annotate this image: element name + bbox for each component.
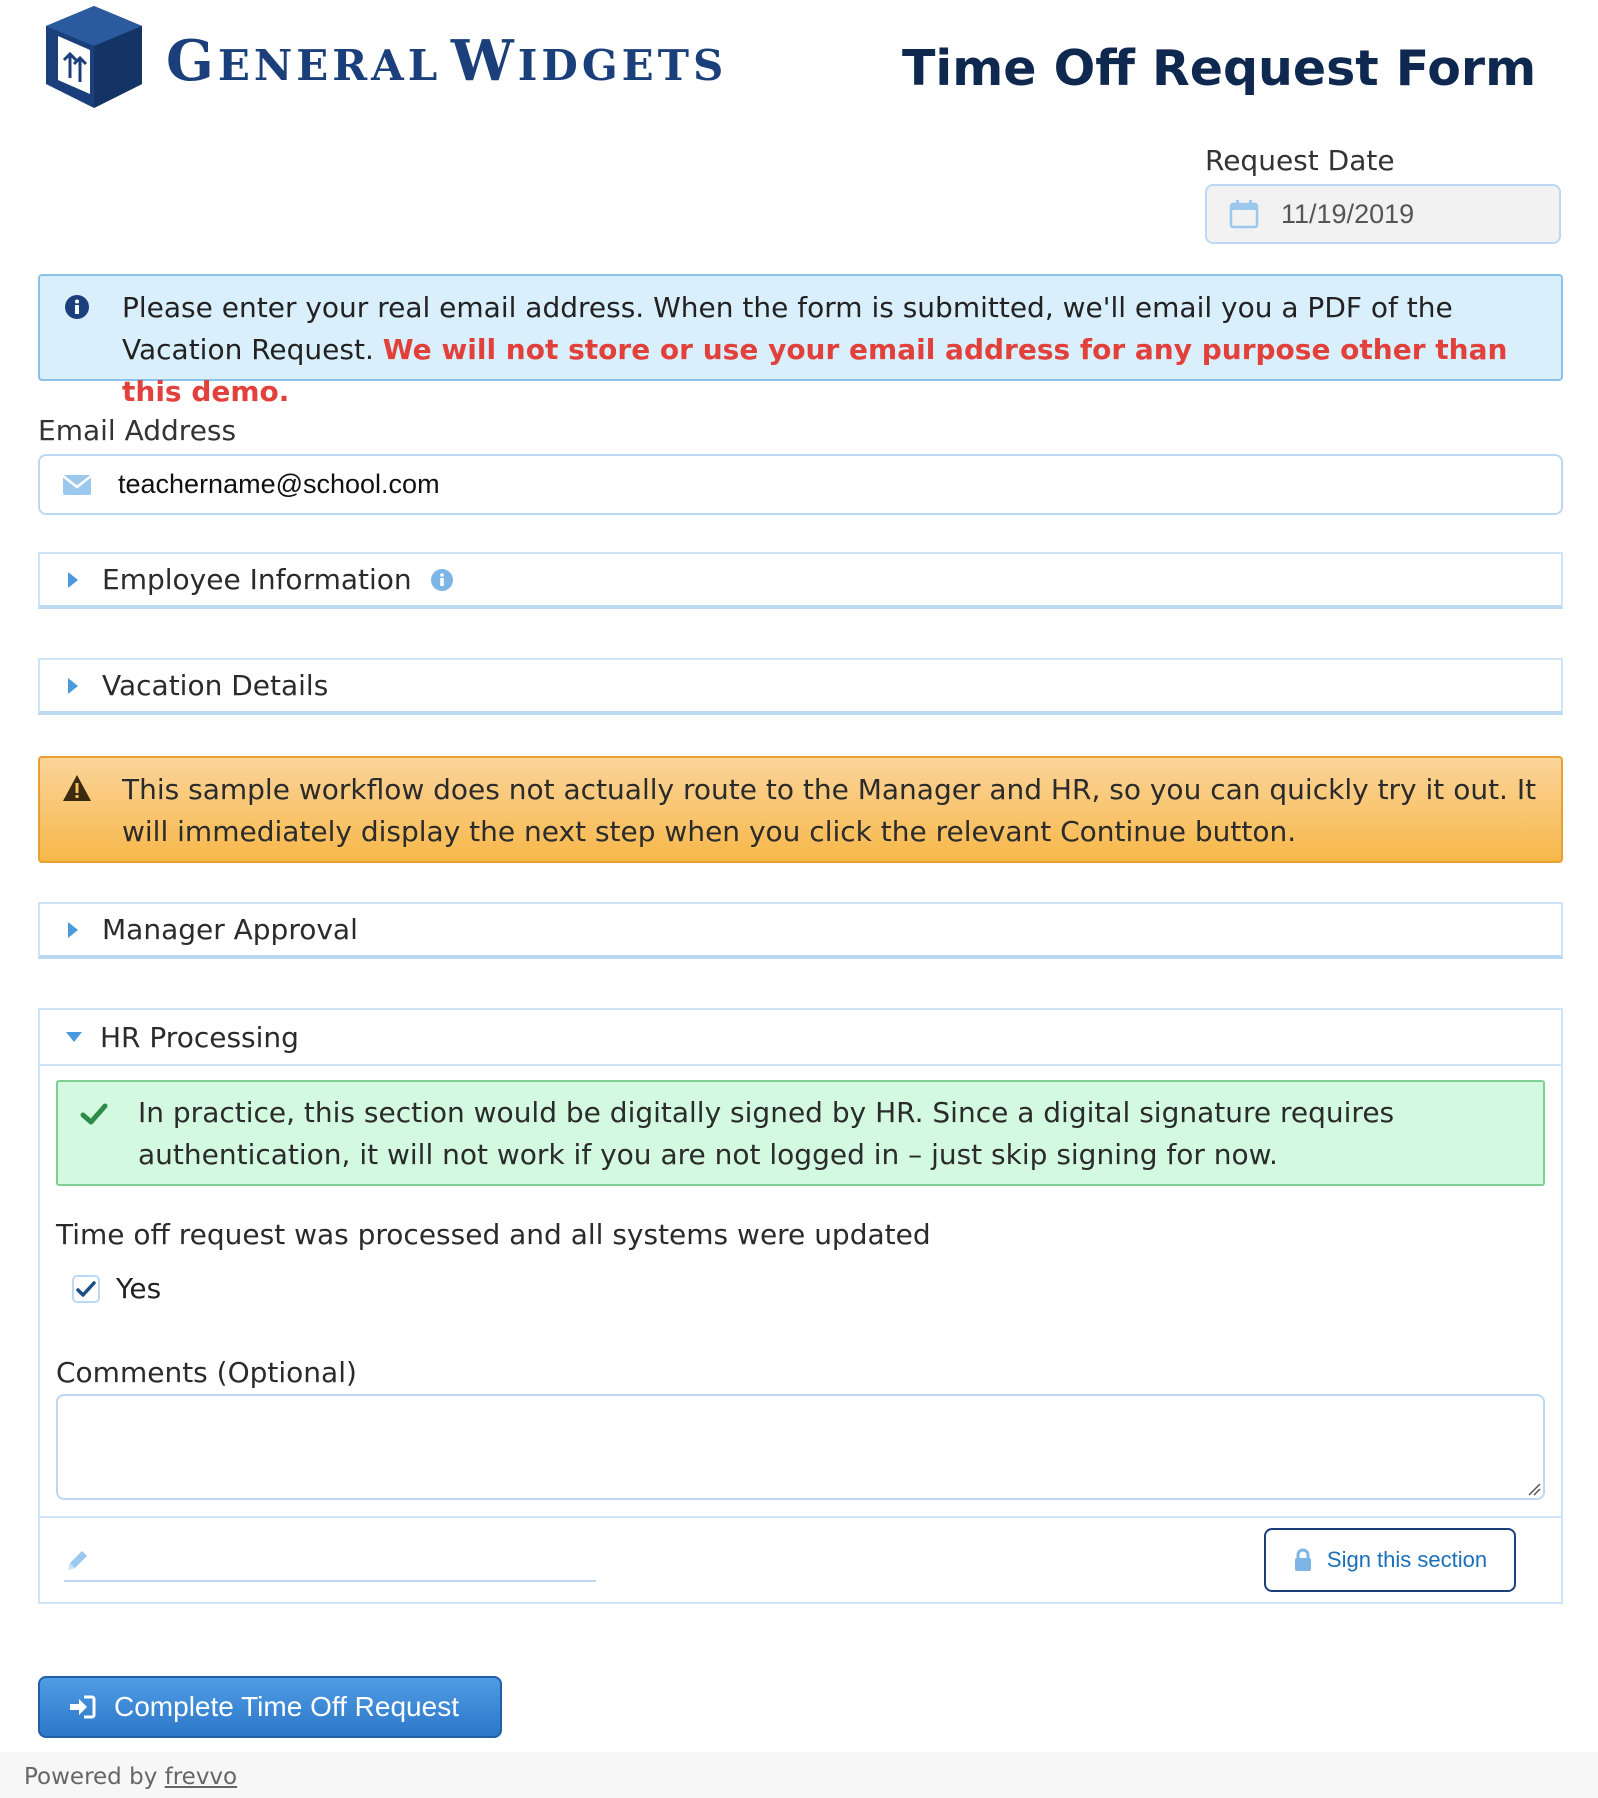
section-employee-information-label: Employee Information — [102, 563, 412, 596]
chevron-right-icon — [66, 676, 80, 696]
signature-line — [64, 1580, 596, 1582]
page-title: Time Off Request Form — [902, 40, 1537, 97]
calendar-icon — [1229, 199, 1259, 229]
lock-icon — [1293, 1548, 1313, 1572]
box-logo-icon — [38, 2, 150, 112]
section-employee-information[interactable] — [38, 552, 1563, 609]
powered-by-text: Powered by — [24, 1764, 165, 1790]
section-manager-approval[interactable] — [38, 902, 1563, 959]
processed-yes-checkbox[interactable] — [72, 1275, 100, 1303]
brand-second-cap: W — [450, 28, 518, 94]
section-vacation-details[interactable] — [38, 658, 1563, 715]
email-field[interactable] — [38, 454, 1563, 515]
request-date-label: Request Date — [1205, 144, 1395, 177]
chevron-down-icon — [64, 1030, 84, 1044]
info-alert-message: Please enter your real email address. When the form is submitted, we'll email you a PDF of the Vacation Request. — [122, 291, 1453, 366]
frevvo-link[interactable]: frevvo — [164, 1764, 238, 1790]
complete-request-button[interactable] — [38, 1676, 502, 1738]
info-alert — [38, 274, 1563, 408]
request-date-field[interactable] — [1205, 184, 1561, 244]
warning-alert — [38, 756, 1563, 863]
section-manager-approval-label: Manager Approval — [102, 913, 358, 946]
chevron-right-icon — [66, 570, 80, 590]
processed-yes-option[interactable] — [72, 1272, 161, 1305]
brand-name — [166, 28, 727, 94]
pencil-icon — [64, 1548, 90, 1574]
checkmark-icon — [80, 1102, 108, 1126]
email-label: Email Address — [38, 414, 237, 447]
success-alert — [56, 1080, 1545, 1186]
complete-request-label: Complete Time Off Request — [114, 1691, 459, 1722]
email-value: teachername@school.com — [118, 469, 440, 499]
chevron-right-icon — [66, 920, 80, 940]
sign-section-button[interactable] — [1264, 1528, 1516, 1592]
powered-by — [24, 1764, 237, 1790]
section-vacation-details-label: Vacation Details — [102, 669, 329, 702]
sign-in-icon — [68, 1694, 96, 1720]
section-hr-processing-label: HR Processing — [100, 1020, 299, 1054]
checkmark-icon — [76, 1280, 96, 1298]
brand-first-rest: ENERAL — [217, 41, 442, 90]
brand-first-cap: G — [166, 28, 218, 94]
resize-grip-icon[interactable] — [1527, 1482, 1541, 1496]
section-hr-processing-header[interactable] — [40, 1010, 1561, 1066]
processed-yes-label: Yes — [116, 1272, 162, 1305]
info-alert-text — [122, 287, 1542, 413]
brand-second-rest: IDGETS — [517, 41, 728, 90]
warning-triangle-icon — [62, 774, 92, 802]
footer — [0, 1752, 1598, 1798]
comments-label: Comments (Optional) — [56, 1356, 357, 1389]
warning-alert-text: This sample workflow does not actually route to the Manager and HR, so you can quickly try it out. It will immediately display the next step when you click the relevant Continue button. — [122, 773, 1537, 848]
sign-section-label: Sign this section — [1326, 1547, 1488, 1572]
processed-question: Time off request was processed and all systems were updated — [56, 1218, 931, 1251]
request-date-value: 11/19/2019 — [1281, 198, 1415, 229]
section-hr-processing — [38, 1008, 1563, 1604]
info-circle-icon — [64, 294, 90, 320]
comments-textarea[interactable] — [56, 1394, 1545, 1500]
info-alert-emphasis: We will not store or use your email address for any purpose other than this demo. — [122, 333, 1508, 408]
comments-wrapper — [56, 1394, 1545, 1500]
envelope-icon — [62, 473, 92, 497]
signature-row — [40, 1516, 1561, 1604]
success-alert-text: In practice, this section would be digitally signed by HR. Since a digital signature requires authentication, it will not work if you are not logged in – just skip signing for now. — [138, 1096, 1395, 1171]
info-circle-icon[interactable] — [430, 568, 454, 592]
